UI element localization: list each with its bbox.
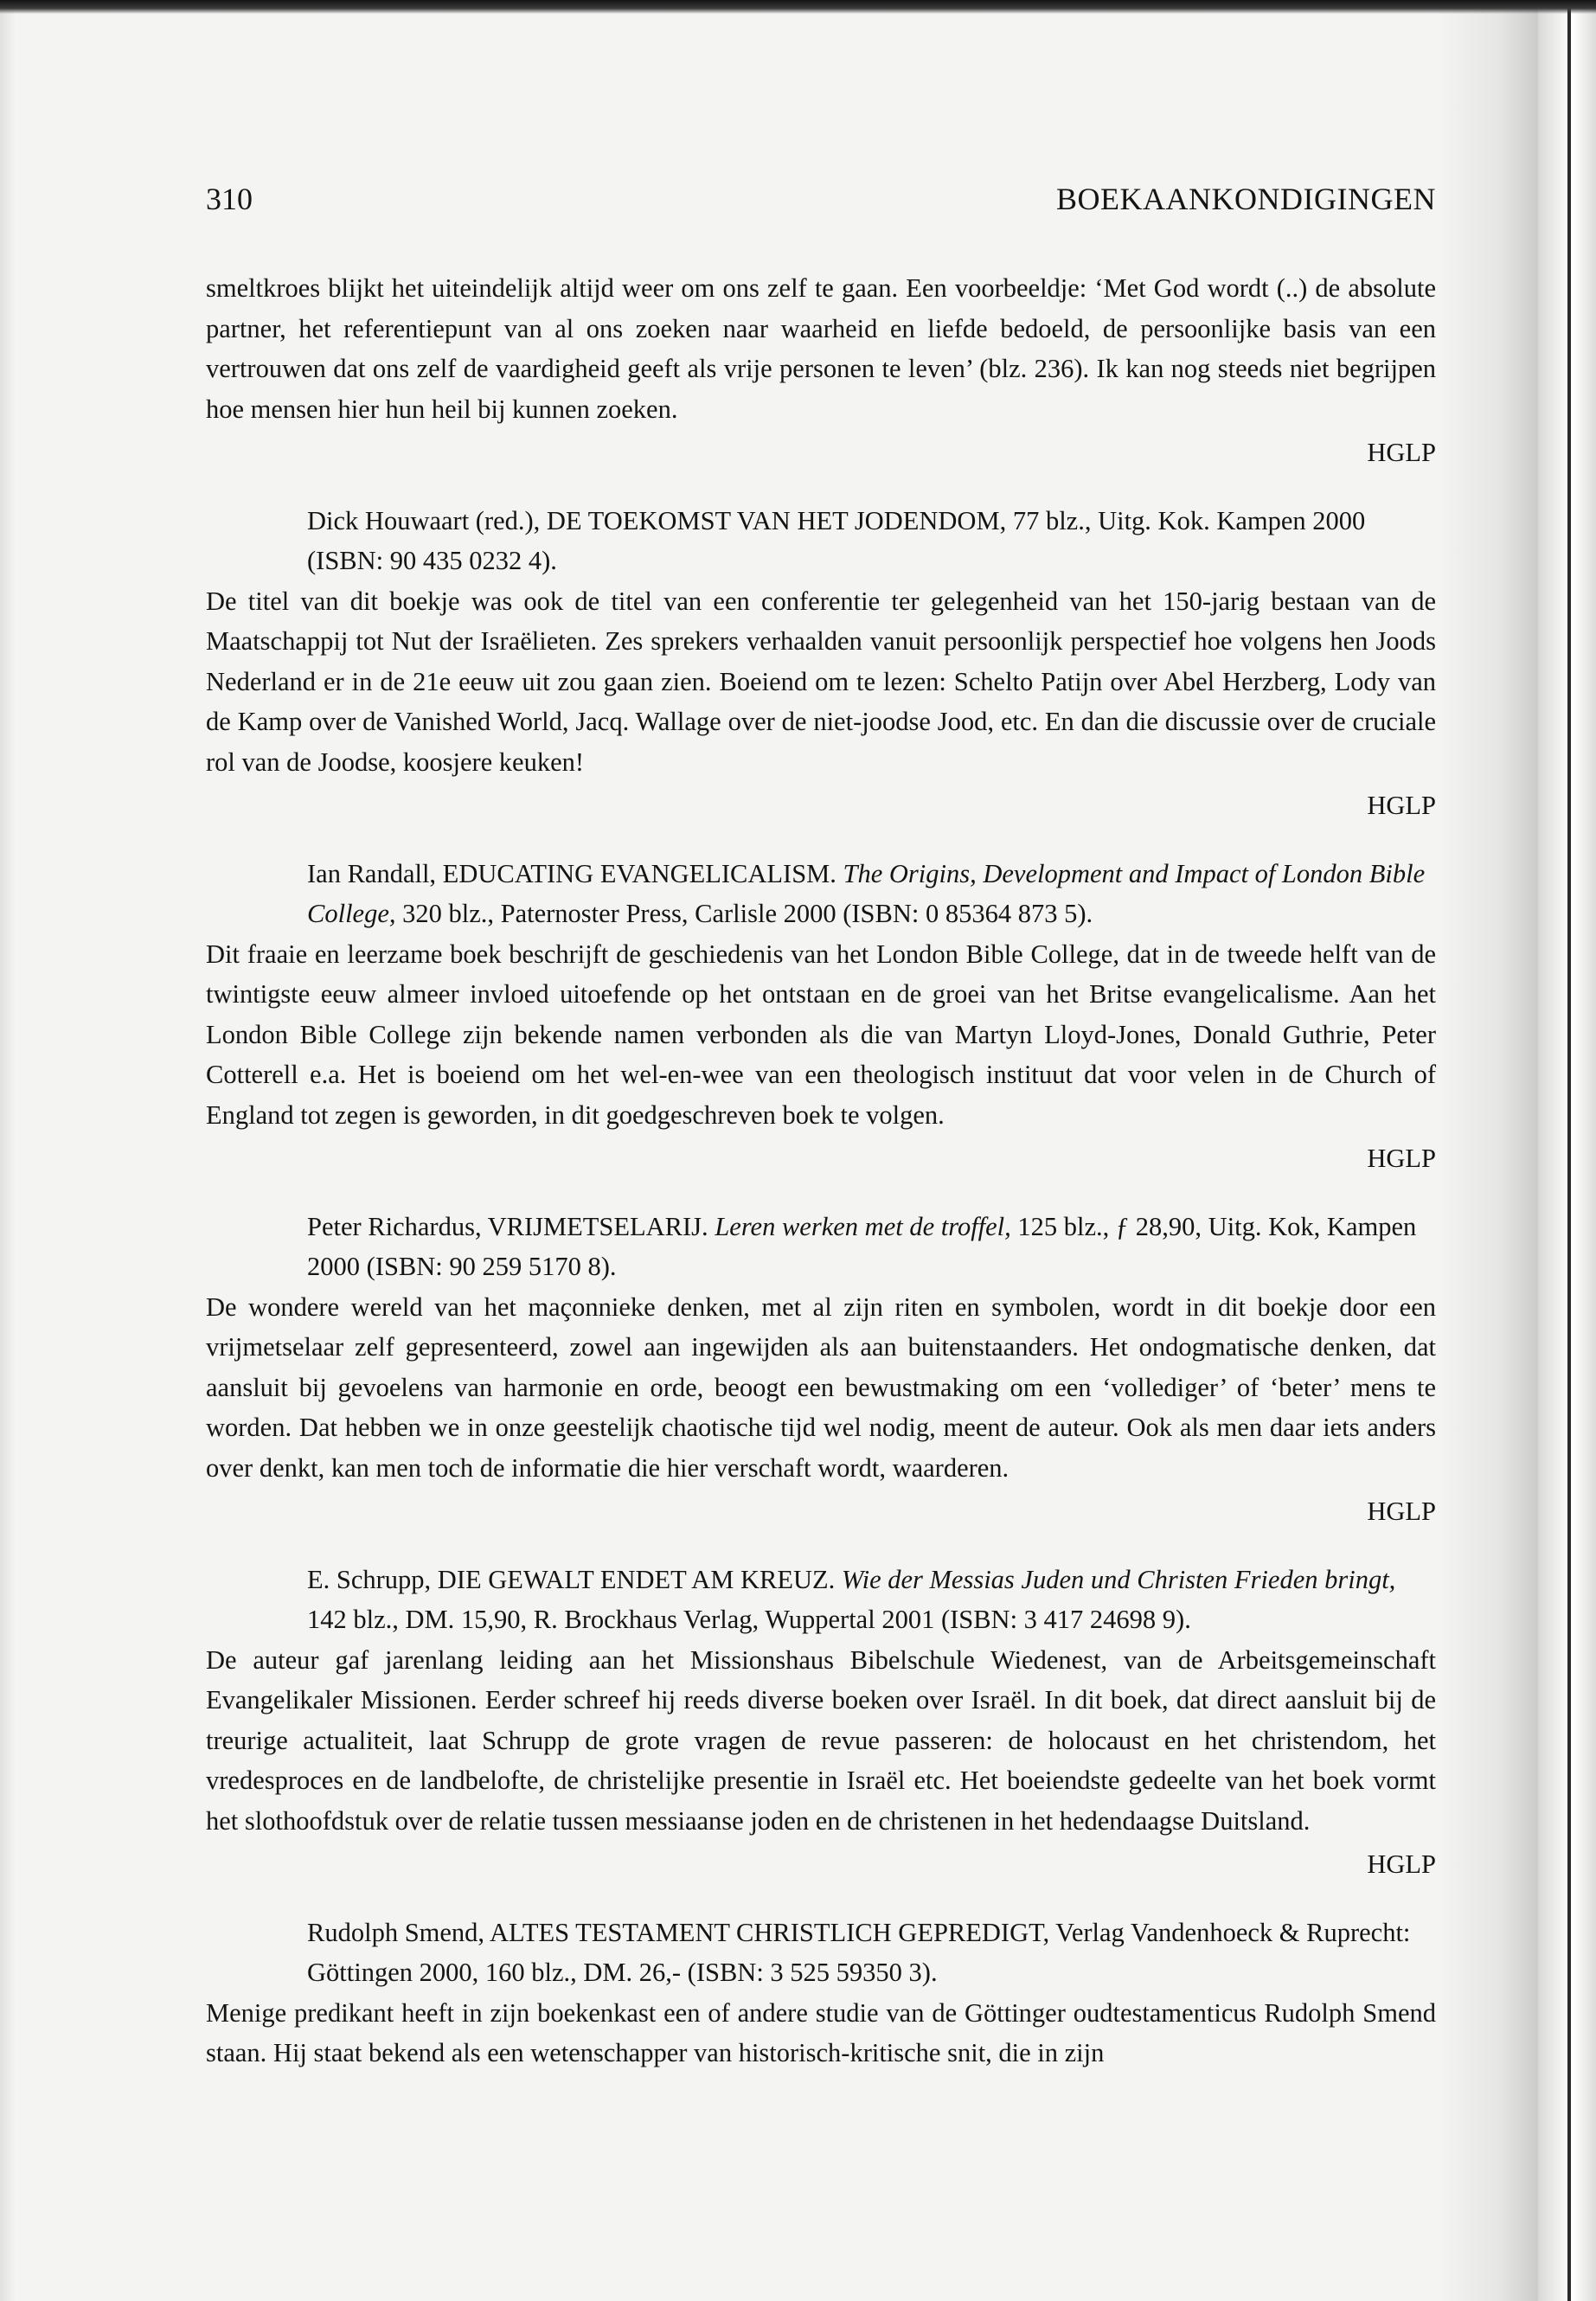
citation-text: Dick Houwaart (red.), DE TOEKOMST VAN HET JODENDOM, 77 blz., Uitg. Kok. Kampen 2000 (ISBN: 90 435 0232 4).	[307, 505, 1366, 575]
book-review: Dit fraaie en leerzame boek beschrijft de geschiedenis van het London Bible College, dat in de tweede helft van de twintigste eeuw almeer invloed uitoefende op het ontstaan en de groei van het Britse evangelicalisme. Aan het London Bible College zijn bekende namen verbonden als die van Martyn Lloyd-Jones, Donald Guthrie, Peter Cotterell e.a. Het is boeiend om het wel-en-wee van een theologisch instituut dat voor velen in de Church of England tot zegen is geworden, in dit goedgeschreven boek te volgen.	[206, 939, 1436, 1130]
gutter-edge-line	[1567, 0, 1571, 2301]
book-citation	[206, 1207, 1436, 1287]
citation-subtitle: Wie der Messias Juden und Christen Frieden bringt,	[841, 1564, 1396, 1594]
citation-text: Ian Randall, EDUCATING EVANGELICALISM.	[307, 858, 836, 888]
reviewer-signature: HGLP	[1367, 1849, 1436, 1879]
page-content	[206, 173, 1436, 2073]
book-citation	[206, 1560, 1436, 1640]
citation-text: E. Schrupp, DIE GEWALT ENDET AM KREUZ.	[307, 1564, 836, 1594]
citation-subtitle: The Origins, Development and Impact of London Bible College,	[307, 858, 1426, 928]
citation-subtitle: Leren werken met de troffel,	[715, 1211, 1011, 1241]
citation-text: Rudolph Smend, ALTES TESTAMENT CHRISTLICH GEPREDIGT, Verlag Vandenhoeck & Ruprecht: Göttingen 2000, 160 blz., DM. 26,- (ISBN: 3 525 59350 3).	[307, 1917, 1411, 1987]
intro-paragraph: smeltkroes blijkt het uiteindelijk altijd weer om ons zelf te gaan. Een voorbeeldje: ‘Met God wordt (..) de absolute partner, het referentiepunt van al ons zoeken naar waarheid en liefde bedoeld, de persoonlijke basis van een vertrouwen dat ons zelf de vaardigheid geeft als vrije personen te leven’ (blz. 236). Ik kan nog steeds niet begrijpen hoe mensen hier hun heil bij kunnen zoeken.	[206, 273, 1436, 424]
reviewer-signature: HGLP	[1367, 1497, 1436, 1526]
book-announcement	[206, 1560, 1436, 1885]
book-review: De titel van dit boekje was ook de titel van een conferentie ter gelegenheid van het 150-jarig bestaan van de Maatschappij tot Nut der Israëlieten. Zes sprekers verhaalden vanuit persoonlijk perspectief hoe volgens hen Joods Nederland er in de 21e eeuw uit zou gaan zien. Boeiend om te lezen: Schelto Patijn over Abel Herzberg, Lody van de Kamp over de Vanished World, Jacq. Wallage over de niet-joodse Jood, etc. En dan die discussie over de cruciale rol van de Joodse, koosjere keuken!	[206, 586, 1436, 777]
book-review: De wondere wereld van het maçonnieke denken, met al zijn riten en symbolen, wordt in dit boekje door een vrijmetselaar zelf gepresenteerd, zowel aan ingewijden als aan buitenstaanders. Het ondogmatische denken, dat aansluit bij gevoelens van harmonie en orde, beoogt een bewustmaking om een ‘vollediger’ of ‘beter’ mens te worden. Dat hebben we in onze geestelijk chaotische tijd wel nodig, meent de auteur. Ook als men daar iets anders over denkt, kan men toch de informatie die hier verschaft wordt, waarderen.	[206, 1292, 1436, 1483]
left-edge-shadow	[0, 0, 16, 2301]
citation-text: Peter Richardus, VRIJMETSELARIJ.	[307, 1211, 708, 1241]
running-title: BOEKAANKONDIGINGEN	[1056, 182, 1436, 216]
book-citation	[206, 854, 1436, 934]
book-review: De auteur gaf jarenlang leiding aan het Missionshaus Bibelschule Wiedenest, van de Arbeitsgemeinschaft Evangelikaler Missionen. Eerder schreef hij reeds diverse boeken over Israël. In dit boek, dat direct aansluit bij de treurige actualiteit, laat Schrupp de grote vragen de revue passeren: de holocaust en het christendom, het vredesproces en de landbelofte, de christelijke presentie in Israël etc. Het boeiendste gedeelte van het boek vormt het slothoofdstuk over de relatie tussen messiaanse joden en de christenen in het hedendaagse Duitsland.	[206, 1644, 1436, 1836]
reviewer-signature: HGLP	[1367, 791, 1436, 820]
page-number: 310	[206, 182, 253, 216]
book-citation	[206, 501, 1436, 581]
book-announcement	[206, 501, 1436, 826]
citation-details: 320 blz., Paternoster Press, Carlisle 2000 (ISBN: 0 85364 873 5).	[402, 899, 1093, 928]
citation-details: 142 blz., DM. 15,90, R. Brockhaus Verlag, Wuppertal 2001 (ISBN: 3 417 24698 9).	[307, 1605, 1191, 1634]
book-review: Menige predikant heeft in zijn boekenkast een of andere studie van de Göttinger oudtestamenticus Rudolph Smend staan. Hij staat bekend als een wetenschapper van historisch-kritische snit, die in zijn	[206, 1997, 1436, 2067]
book-announcement	[206, 1207, 1436, 1532]
book-citation	[206, 1913, 1436, 1993]
book-announcement	[206, 854, 1436, 1179]
reviewer-signature: HGLP	[1367, 1144, 1436, 1173]
book-announcement	[206, 1913, 1436, 2073]
running-head	[206, 173, 1436, 225]
citation-details: 125 blz., ƒ 28,90, Uitg. Kok, Kampen 2000 (ISBN: 90 259 5170 8).	[307, 1211, 1417, 1281]
intro-signature: HGLP	[1367, 438, 1436, 467]
top-scan-edge	[0, 0, 1596, 14]
